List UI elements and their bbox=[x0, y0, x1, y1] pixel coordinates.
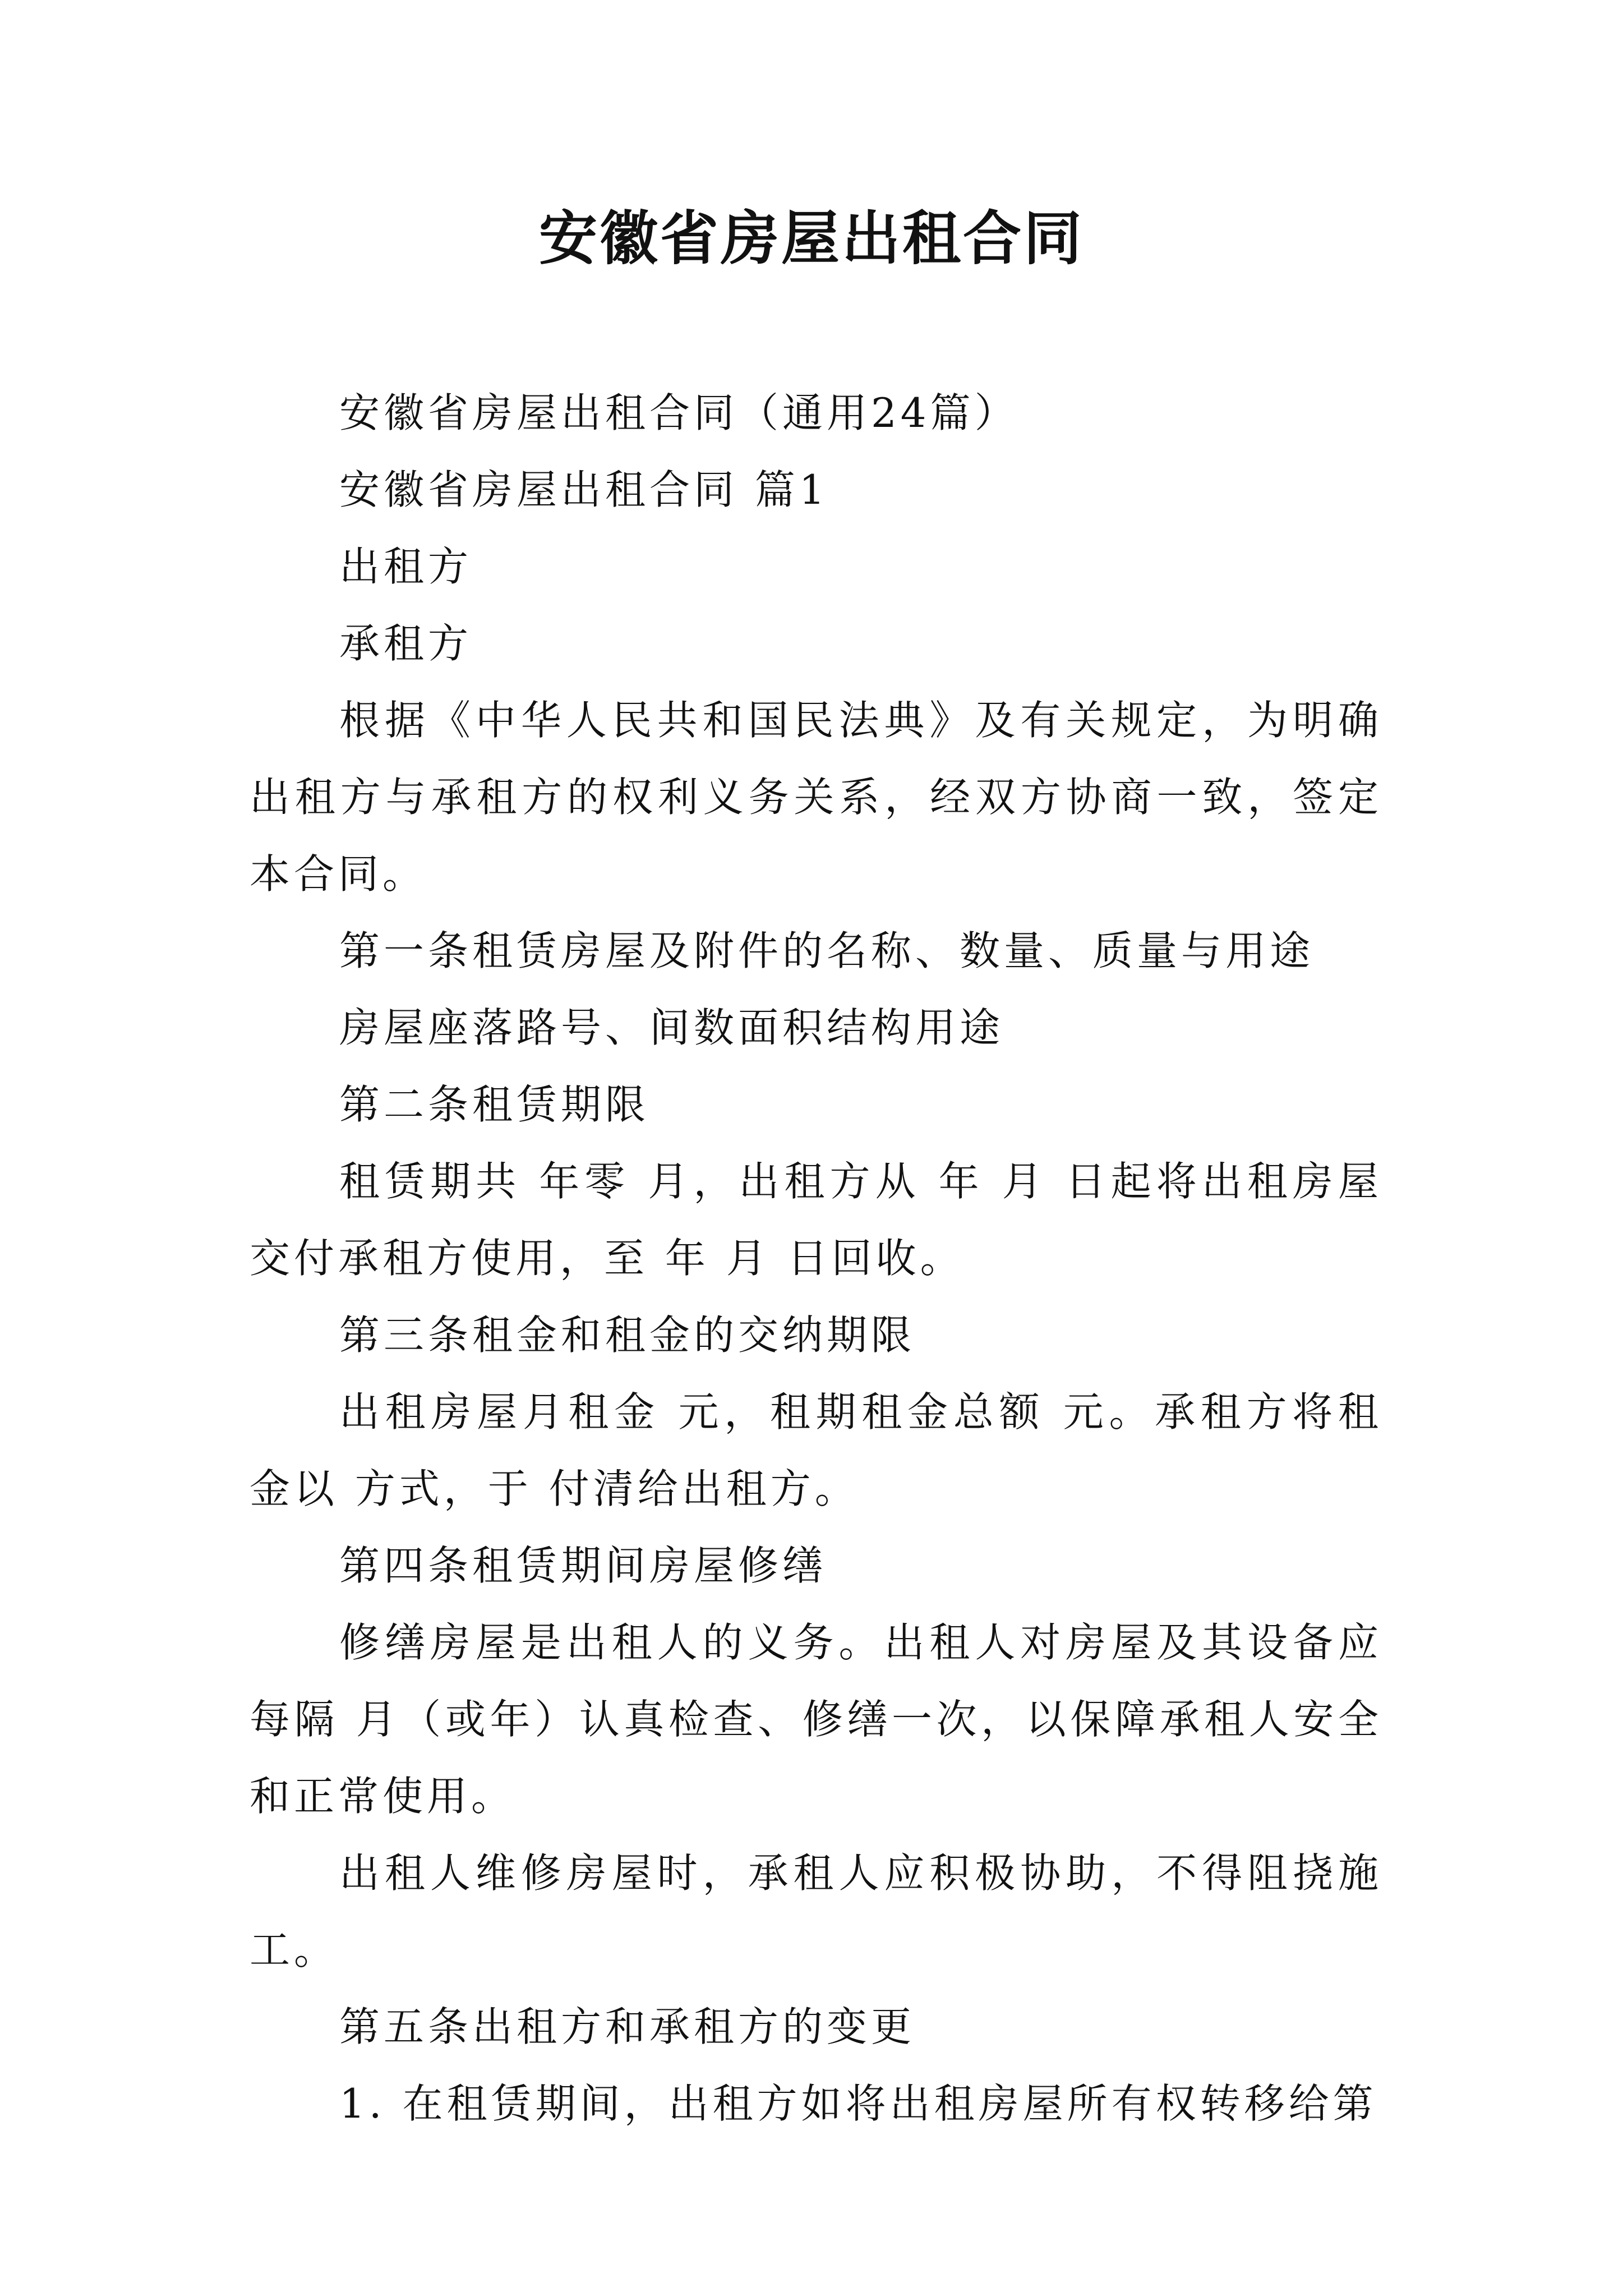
paragraph: 根据《中华人民共和国民法典》及有关规定，为明确出租方与承租方的权利义务关系，经双方协商一致，签定本合同。 bbox=[250, 697, 1382, 898]
paragraph: 出租方 bbox=[339, 543, 473, 590]
paragraph: 第二条租赁期限 bbox=[339, 1081, 650, 1128]
paragraph: 第三条租金和租金的交纳期限 bbox=[339, 1312, 916, 1359]
paragraph: 出租房屋月租金 元，租期租金总额 元。承租方将租金以 方式，于 付清给出租方。 bbox=[250, 1388, 1382, 1512]
paragraph: 租赁期共 年零 月，出租方从 年 月 日起将出租房屋交付承租方使用，至 年 月 日回收。 bbox=[250, 1158, 1382, 1282]
paragraph: 房屋座落路号、间数面积结构用途 bbox=[339, 1004, 1004, 1051]
document-body bbox=[250, 375, 1382, 2142]
paragraph: 第四条租赁期间房屋修缮 bbox=[339, 1542, 827, 1589]
paragraph: 出租人维修房屋时，承租人应积极协助，不得阻挠施工。 bbox=[250, 1849, 1382, 1973]
paragraph: 安徽省房屋出租合同 篇1 bbox=[339, 466, 829, 513]
paragraph: 第一条租赁房屋及附件的名称、数量、质量与用途 bbox=[339, 927, 1315, 974]
paragraph: 第五条出租方和承租方的变更 bbox=[339, 2003, 916, 2050]
paragraph: 修缮房屋是出租人的义务。出租人对房屋及其设备应每隔 月（或年）认真检查、修缮一次，以保障承租人安全和正常使用。 bbox=[250, 1619, 1382, 1820]
paragraph: 承租方 bbox=[339, 620, 473, 667]
paragraph: 安徽省房屋出租合同（通用24篇） bbox=[339, 389, 1019, 436]
document-title: 安徽省房屋出租合同 bbox=[538, 204, 1084, 273]
paragraph: 1. 在租赁期间，出租方如将出租房屋所有权转移给第 bbox=[339, 2080, 1377, 2127]
